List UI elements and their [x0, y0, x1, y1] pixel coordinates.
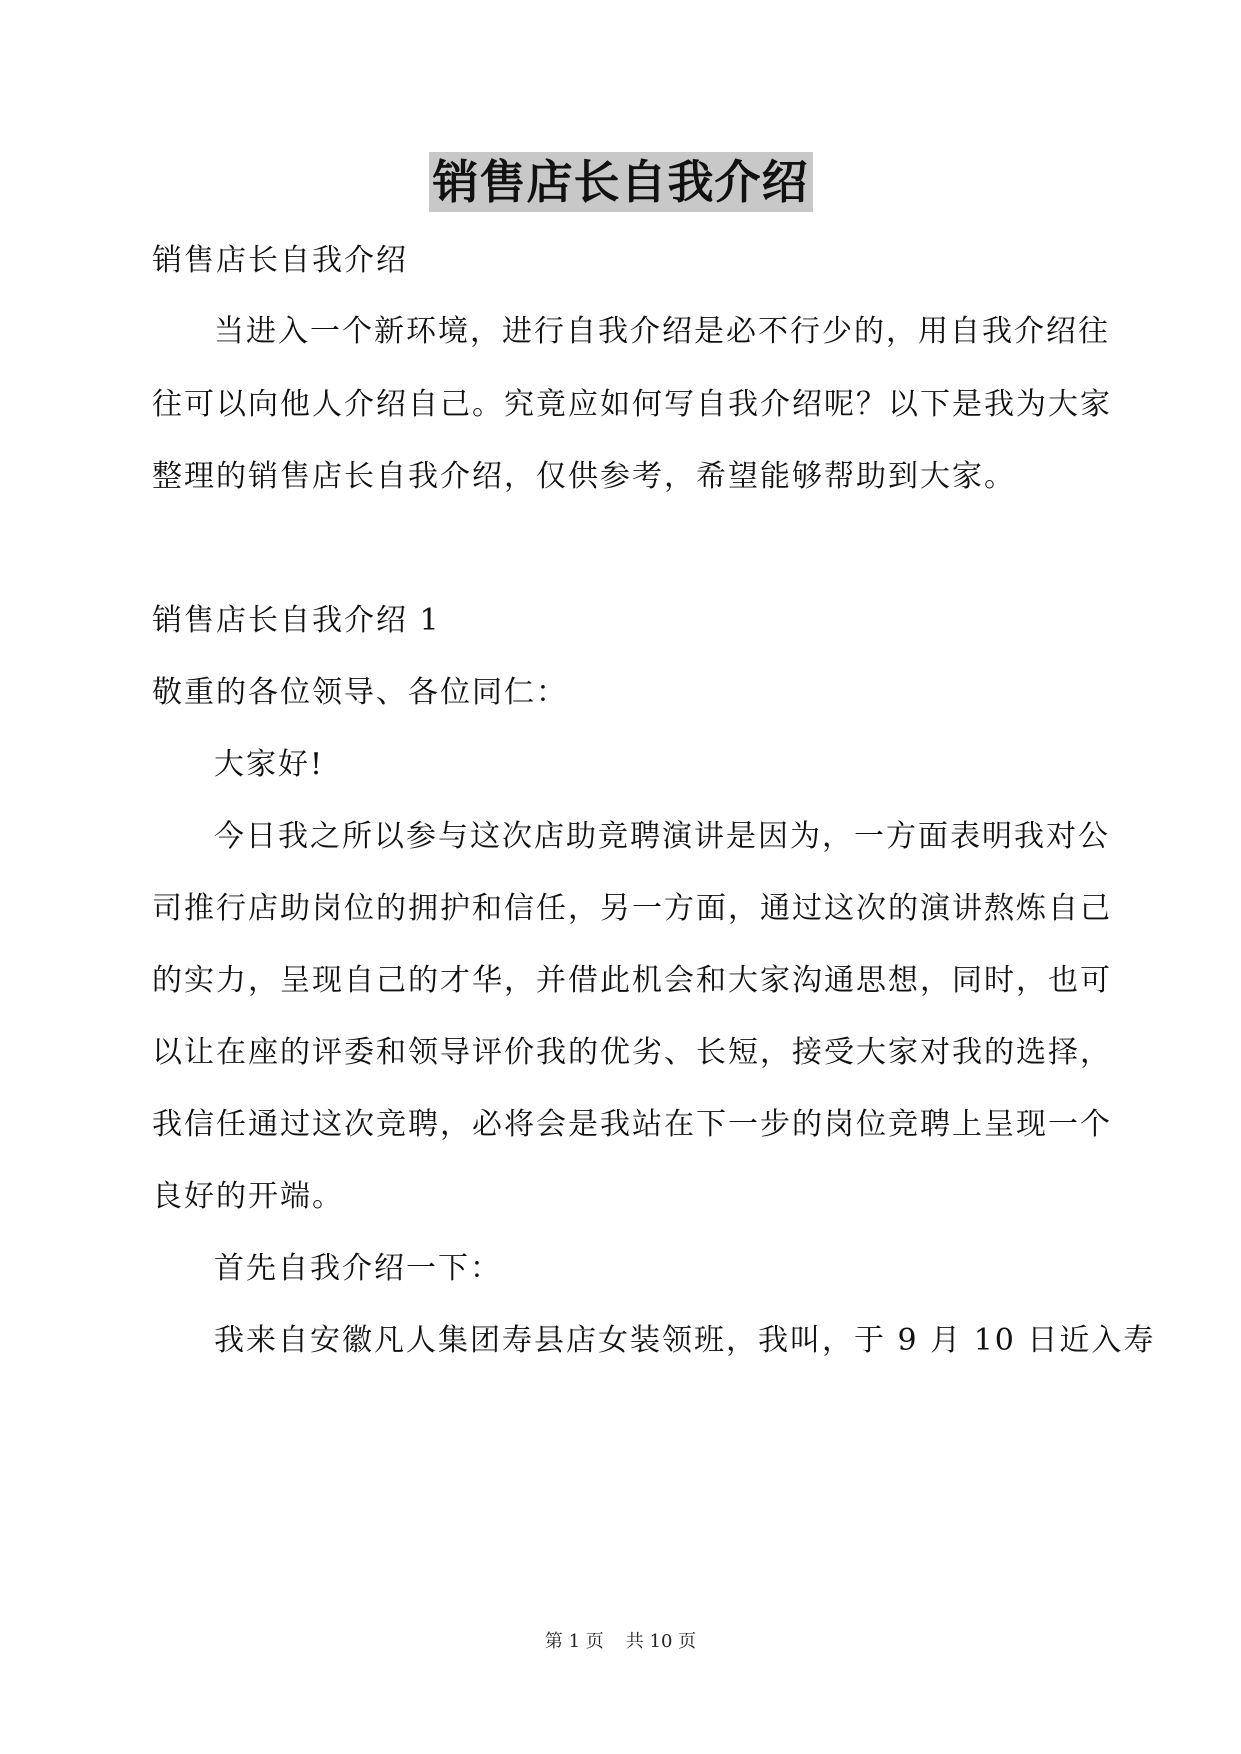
- paragraph-line: 司推行店助岗位的拥护和信任，另一方面，通过这次的演讲熬炼自己: [152, 891, 1112, 926]
- page-total: 共 10 页: [625, 1631, 697, 1652]
- paragraph-line: 良好的开端。: [152, 1179, 344, 1214]
- paragraph-line: 的实力，呈现自己的才华，并借此机会和大家沟通思想，同时，也可: [152, 963, 1112, 998]
- paragraph-line: 我信任通过这次竞聘，必将会是我站在下一步的岗位竞聘上呈现一个: [152, 1107, 1112, 1142]
- paragraph-line: 当进入一个新环境，进行自我介绍是必不行少的，用自我介绍往: [214, 314, 1110, 349]
- paragraph-line: 整理的销售店长自我介绍，仅供参考，希望能够帮助到大家。: [152, 459, 1016, 494]
- page-footer: [0, 1630, 1241, 1654]
- subtitle-line: 销售店长自我介绍: [152, 243, 408, 278]
- salutation-line: 敬重的各位领导、各位同仁：: [152, 675, 568, 710]
- paragraph-line: 首先自我介绍一下：: [214, 1251, 502, 1286]
- document-title: 销售店长自我介绍: [429, 152, 813, 212]
- paragraph-line: 以让在座的评委和领导评价我的优劣、长短，接受大家对我的选择，: [152, 1035, 1112, 1070]
- page-number: 第 1 页: [544, 1631, 604, 1652]
- section-heading: 销售店长自我介绍 1: [152, 603, 441, 638]
- paragraph-line: 往可以向他人介绍自己。究竟应如何写自我介绍呢？以下是我为大家: [152, 387, 1112, 422]
- title-container: [0, 152, 1241, 212]
- paragraph-line: 今日我之所以参与这次店助竞聘演讲是因为，一方面表明我对公: [214, 819, 1110, 854]
- paragraph-line: 我来自安徽凡人集团寿县店女装领班，我叫，于 9 月 10 日近入寿: [214, 1323, 1156, 1358]
- greeting-line: 大家好!: [214, 747, 325, 782]
